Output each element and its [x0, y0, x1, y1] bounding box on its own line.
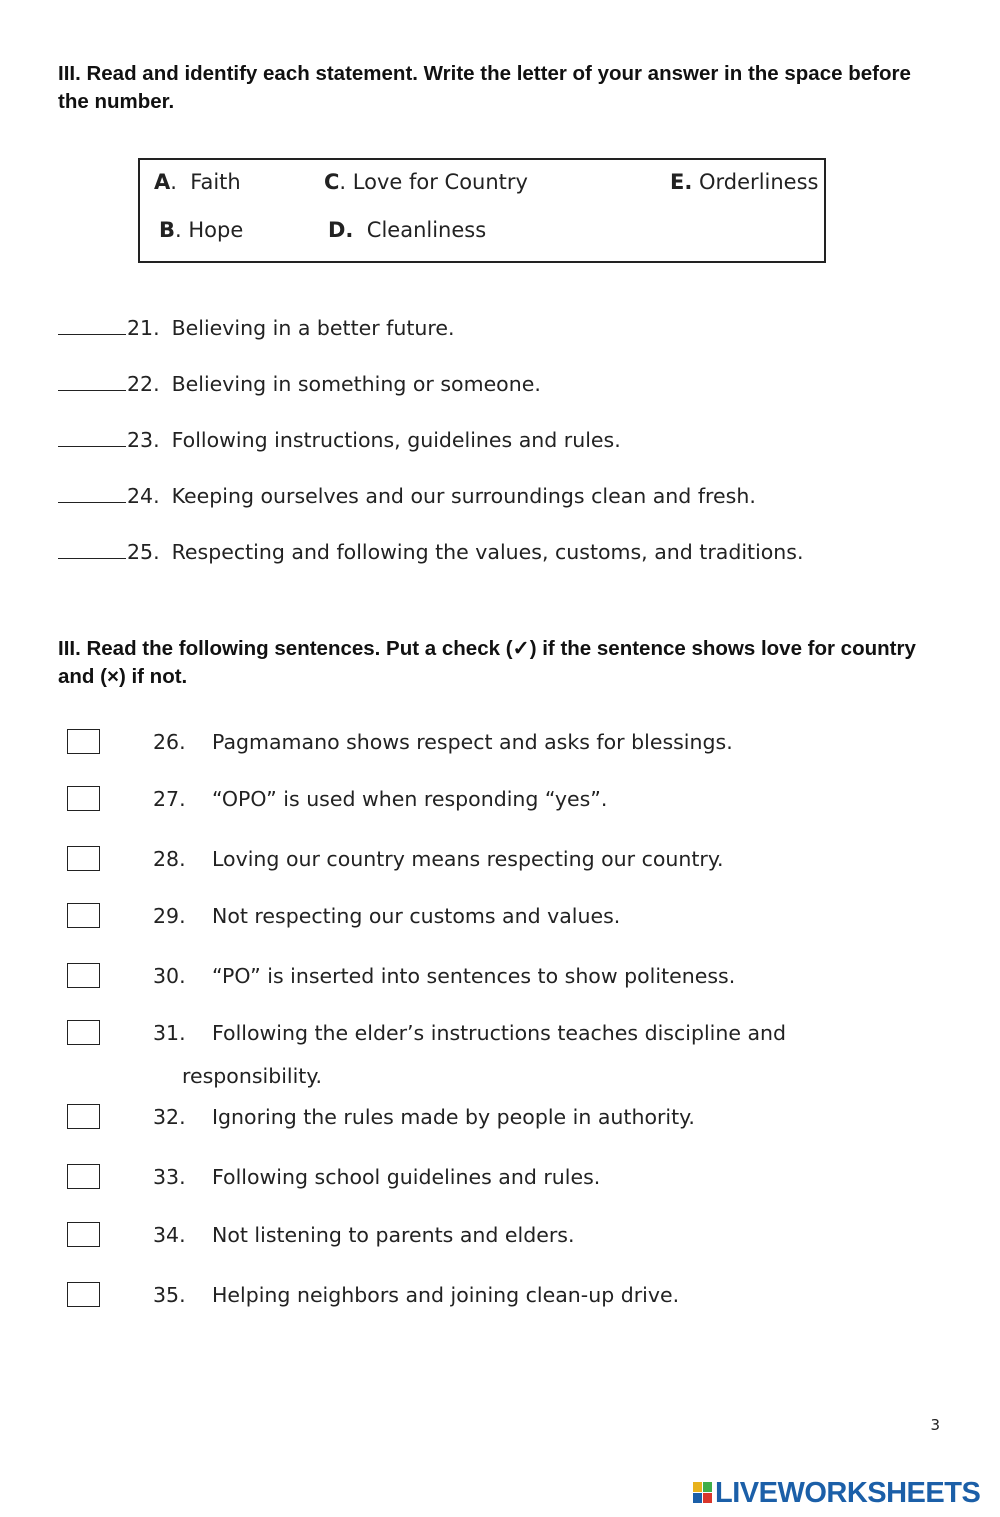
- identify-item: 25. Respecting and following the values, customs, and traditions.: [58, 538, 804, 564]
- choice-e: E. Orderliness: [670, 170, 819, 194]
- check-box[interactable]: [67, 1282, 100, 1307]
- check-box[interactable]: [67, 1164, 100, 1189]
- item-text: “OPO” is used when responding “yes”.: [212, 787, 608, 811]
- check-box[interactable]: [67, 1020, 100, 1045]
- check-box[interactable]: [67, 1104, 100, 1129]
- check-box[interactable]: [67, 729, 100, 754]
- choice-b: B. Hope: [159, 218, 244, 242]
- choices-box: [138, 158, 826, 263]
- item-number: 26.: [153, 730, 186, 754]
- identify-item: 23. Following instructions, guidelines and rules.: [58, 426, 621, 452]
- item-number: 30.: [153, 964, 186, 988]
- choice-c: C. Love for Country: [324, 170, 528, 194]
- item-number: 31.: [153, 1021, 186, 1045]
- answer-blank[interactable]: [58, 482, 126, 503]
- item-number: 32.: [153, 1105, 186, 1129]
- answer-blank[interactable]: [58, 538, 126, 559]
- section-2-instructions: III. Read the following sentences. Put a check (✓) if the sentence shows love for country and (×) if not.: [58, 637, 916, 688]
- check-box[interactable]: [67, 903, 100, 928]
- item-text: Not respecting our customs and values.: [212, 904, 621, 928]
- item-text: Ignoring the rules made by people in authority.: [212, 1105, 695, 1129]
- item-text: Following the elder’s instructions teaches discipline and: [212, 1021, 787, 1045]
- logo-text: LIVEWORKSHEETS: [715, 1476, 981, 1509]
- item-text: Pagmamano shows respect and asks for blessings.: [212, 730, 733, 754]
- choice-d: D. Cleanliness: [328, 218, 487, 242]
- section-1-instructions: III. Read and identify each statement. Write the letter of your answer in the space before the number.: [58, 62, 911, 113]
- item-number: 35.: [153, 1283, 186, 1307]
- liveworksheets-logo[interactable]: [693, 1478, 980, 1508]
- item-text: Loving our country means respecting our country.: [212, 847, 724, 871]
- item-number: 29.: [153, 904, 186, 928]
- check-box[interactable]: [67, 846, 100, 871]
- check-box[interactable]: [67, 963, 100, 988]
- item-number: 27.: [153, 787, 186, 811]
- item-text-continuation: responsibility.: [182, 1064, 323, 1088]
- choice-a: A. Faith: [154, 170, 241, 194]
- item-text: Helping neighbors and joining clean-up drive.: [212, 1283, 680, 1307]
- answer-blank[interactable]: [58, 314, 126, 335]
- logo-grid-icon: [693, 1482, 713, 1504]
- item-text: “PO” is inserted into sentences to show politeness.: [212, 964, 736, 988]
- item-number: 34.: [153, 1223, 186, 1247]
- check-box[interactable]: [67, 1222, 100, 1247]
- item-text: Not listening to parents and elders.: [212, 1223, 575, 1247]
- check-box[interactable]: [67, 786, 100, 811]
- answer-blank[interactable]: [58, 370, 126, 391]
- identify-item: 24. Keeping ourselves and our surroundings clean and fresh.: [58, 482, 756, 508]
- item-number: 33.: [153, 1165, 186, 1189]
- page-number: 3: [930, 1416, 940, 1434]
- item-number: 28.: [153, 847, 186, 871]
- item-text: Following school guidelines and rules.: [212, 1165, 601, 1189]
- answer-blank[interactable]: [58, 426, 126, 447]
- identify-item: 21. Believing in a better future.: [58, 314, 455, 340]
- identify-item: 22. Believing in something or someone.: [58, 370, 541, 396]
